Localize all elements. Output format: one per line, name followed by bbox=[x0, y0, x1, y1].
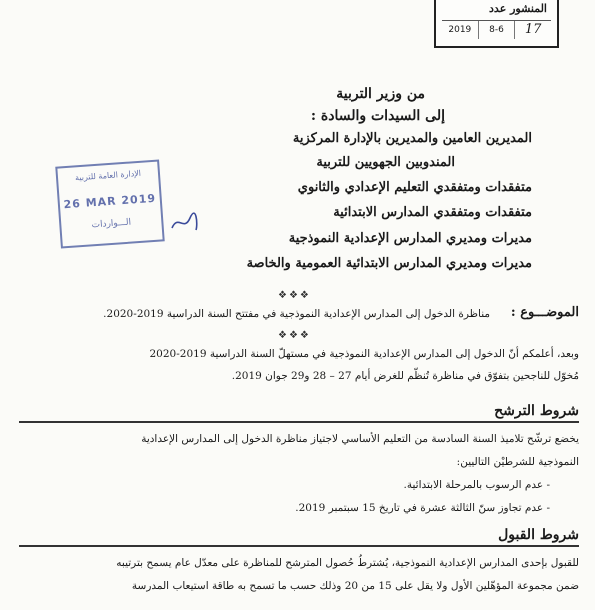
candidacy-condition: - عدم تجاوز سنّ الثالثة عشرة في تاريخ 15 سبتمبر 2019. bbox=[295, 502, 550, 514]
recipient-line: المديرين العامين والمديرين بالإدارة المركزية bbox=[292, 131, 532, 146]
reference-row bbox=[442, 20, 551, 39]
reference-number: 17 bbox=[524, 22, 542, 37]
sender-line: من وزير التربية bbox=[336, 86, 425, 102]
recipient-line: متفقدات ومتفقدي التعليم الإعدادي والثانوي bbox=[297, 180, 532, 195]
subject-label: الموضـــوع : bbox=[510, 305, 579, 320]
stamp-org: الإدارة العامة للتربية bbox=[74, 168, 142, 183]
candidacy-line: النموذجية للشرطيْن التاليين: bbox=[456, 456, 579, 468]
recipient-line: مديرات ومديري المدارس الابتدائية العمومية والخاصة bbox=[246, 256, 532, 271]
reference-label: المنشور عدد bbox=[489, 2, 547, 15]
admission-line: للقبول بإحدى المدارس الإعدادية النموذجية، يُشترطُ حُصول المترشح للمناظرة على معدّل عام يسمح بترتيبه bbox=[116, 557, 579, 569]
subject-text: مناظرة الدخول إلى المدارس الإعدادية النموذجية في مفتتح السنة الدراسية 2019-2020. bbox=[103, 308, 490, 320]
recipient-line: متفقدات ومتفقدي المدارس الابتدائية bbox=[333, 205, 532, 220]
candidacy-condition: - عدم الرسوب بالمرحلة الابتدائية. bbox=[404, 479, 550, 491]
section-title-candidacy: شروط الترشح bbox=[19, 403, 579, 423]
reference-date: 8-6 bbox=[479, 21, 516, 39]
intro-line: مُخوّل للناجحين بتفوّق في مناظرة تُنظّم للغرض أيام 27 – 28 و29 جوان 2019. bbox=[231, 370, 579, 382]
signature-mark bbox=[170, 210, 200, 234]
section-title-admission: شروط القبول bbox=[19, 527, 579, 547]
reference-box bbox=[434, 0, 559, 48]
divider-stars: ❖❖❖ bbox=[278, 290, 311, 301]
intro-line: وبعد، أعلمكم أنّ الدخول إلى المدارس الإعدادية النموذجية في مستهلّ السنة الدراسية 2019-2020 bbox=[149, 348, 579, 360]
received-stamp bbox=[55, 159, 164, 248]
divider-stars: ❖❖❖ bbox=[278, 330, 311, 341]
recipient-line: المندوبين الجهويين للتربية bbox=[316, 155, 455, 170]
candidacy-line: يخضع ترشّح تلاميذ السنة السادسة من التعليم الأساسي لاجتياز مناظرة الدخول إلى المدارس الإعدادية bbox=[141, 433, 579, 445]
reference-year: 2019 bbox=[442, 21, 479, 39]
stamp-date: 26 MAR 2019 bbox=[63, 191, 157, 212]
admission-line: ضمن مجموعة المؤهّلين الأول ولا يقل على 15 من 20 وذلك حسب ما تسمح به طاقة استيعاب المدرسة bbox=[131, 580, 579, 592]
stamp-label: الـــواردات bbox=[91, 217, 132, 231]
addressee-intro: إلى السيدات والسادة : bbox=[310, 108, 445, 124]
recipient-line: مديرات ومديري المدارس الإعدادية النموذجية bbox=[288, 231, 532, 246]
